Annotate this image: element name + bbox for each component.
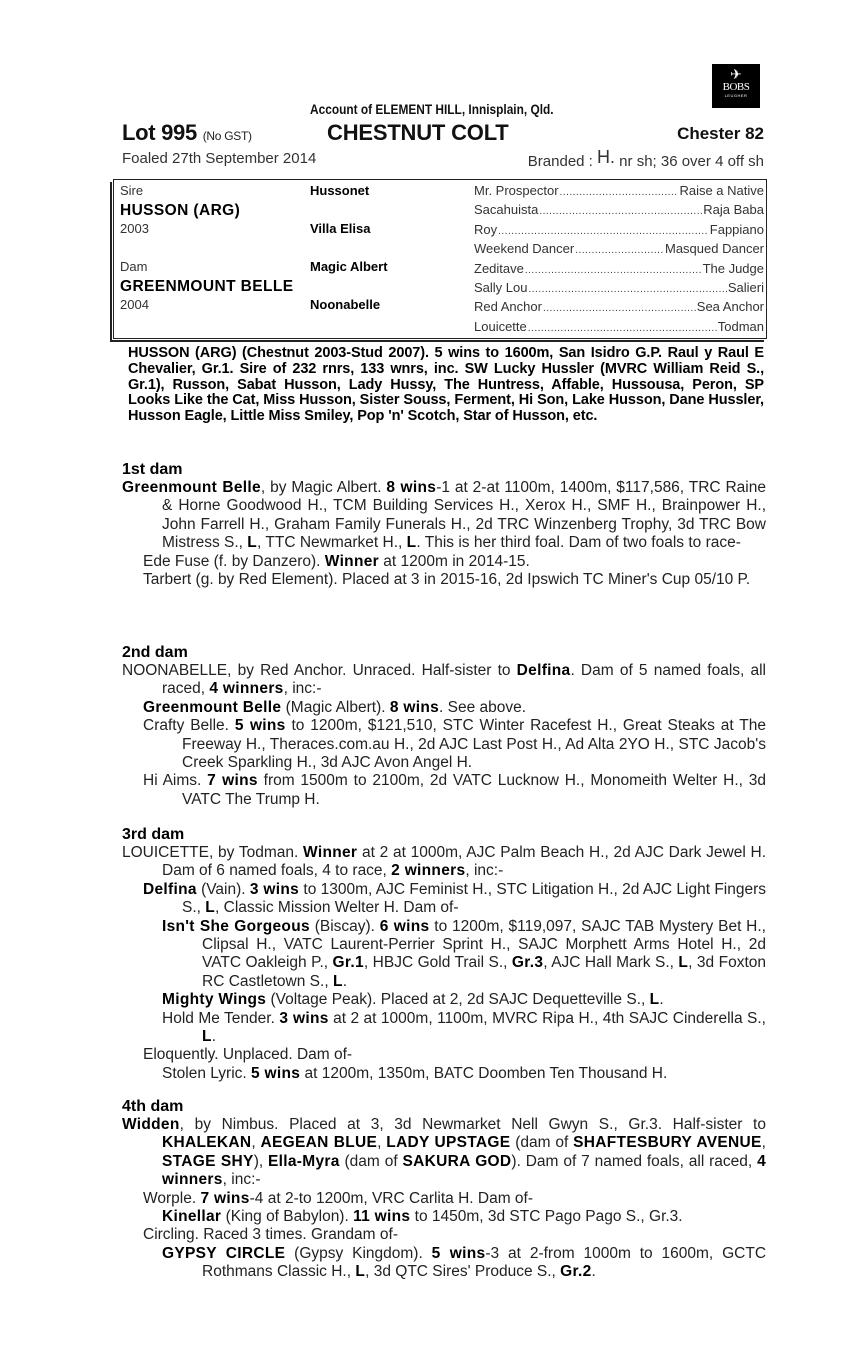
text-run: -4 at 2-to 1200m, VRC Carlita H. Dam of- bbox=[249, 1189, 534, 1207]
bold-run: STAGE SHY bbox=[162, 1152, 254, 1170]
text-run: . bbox=[591, 1263, 596, 1281]
text-run: , inc:- bbox=[465, 862, 504, 880]
text-run: . Dam of 5 named foals, all raced, bbox=[162, 662, 766, 698]
ancestor-name: Sacahuista bbox=[474, 202, 539, 218]
text-run: , AJC Hall Mark S., bbox=[543, 954, 679, 972]
text-run: . See above. bbox=[439, 698, 527, 716]
lot-title-line bbox=[122, 120, 766, 148]
bold-run: L bbox=[332, 972, 343, 990]
ancestor-row bbox=[474, 202, 764, 221]
text-run: , HBJC Gold Trail S., bbox=[363, 954, 512, 972]
lot-number bbox=[122, 120, 252, 146]
dam-year: 2004 bbox=[120, 297, 149, 312]
dam-year-row bbox=[120, 297, 460, 316]
ancestor-row bbox=[474, 299, 764, 318]
bold-run: GYPSY CIRCLE bbox=[162, 1244, 286, 1262]
pedigree-entry bbox=[122, 662, 766, 699]
text-run: (Biscay). bbox=[309, 917, 380, 935]
sire-year-row bbox=[120, 221, 460, 240]
bold-run: Winner bbox=[303, 844, 358, 861]
text-run: Hold Me Tender. bbox=[162, 1009, 280, 1027]
bold-run: SAKURA GOD bbox=[402, 1152, 512, 1170]
bold-run: SHAFTESBURY AVENUE bbox=[573, 1134, 762, 1152]
section-entries bbox=[122, 844, 766, 1083]
bold-run: 4 winners bbox=[162, 1152, 767, 1189]
dam-label-row bbox=[120, 259, 460, 278]
dot-leader bbox=[528, 284, 726, 295]
text-run: Ede Fuse (f. by Danzero). bbox=[143, 552, 325, 570]
text-run: (dam of bbox=[510, 1134, 574, 1152]
bold-run: Delfina bbox=[516, 662, 571, 679]
bold-run: 5 wins bbox=[251, 1064, 301, 1082]
text-run: . bbox=[659, 991, 664, 1009]
bold-run: AEGEAN BLUE bbox=[260, 1134, 378, 1152]
bold-run: Mighty Wings bbox=[162, 991, 267, 1009]
bold-run: L bbox=[202, 1028, 212, 1046]
text-run: NOONABELLE, by Red Anchor. Unraced. Half-sister to bbox=[122, 662, 517, 679]
pedigree-entry bbox=[122, 881, 766, 918]
sire-label-row bbox=[120, 183, 460, 202]
ancestor-sire: Todman bbox=[717, 318, 764, 334]
text-run: (Vain). bbox=[196, 880, 250, 898]
bold-run: 8 wins bbox=[386, 479, 437, 496]
pedigree-entry bbox=[122, 1046, 766, 1064]
text-run: , by Magic Albert. bbox=[260, 479, 387, 496]
ancestor-sire: Raise a Native bbox=[679, 183, 764, 198]
bold-run: L bbox=[355, 1263, 366, 1281]
text-run: , bbox=[761, 1134, 766, 1152]
branded-label: Branded : bbox=[527, 153, 598, 170]
bold-run: 4 winners bbox=[209, 680, 284, 698]
text-run: , inc:- bbox=[222, 1171, 261, 1189]
section-entries bbox=[122, 479, 766, 589]
text-run: Stolen Lyric. bbox=[162, 1064, 252, 1082]
dam-sire: Magic Albert bbox=[310, 259, 388, 274]
pedigree-entry bbox=[122, 1065, 766, 1083]
sire-name: HUSSON (ARG) bbox=[120, 202, 241, 219]
section-entries bbox=[122, 662, 766, 809]
text-run: . This is her third foal. Dam of two foals to race- bbox=[416, 534, 741, 552]
ancestor-row bbox=[474, 241, 764, 260]
bold-run: Widden bbox=[122, 1116, 180, 1133]
dot-leader bbox=[539, 206, 702, 217]
ancestor-name: Weekend Dancer bbox=[474, 241, 575, 257]
pedigree-parents bbox=[120, 183, 460, 316]
text-run: at 1200m, 1350m, BATC Doomben Ten Thousand H. bbox=[300, 1064, 668, 1082]
brand-mark: H. bbox=[597, 147, 616, 167]
logo-brand-text: BOBS bbox=[722, 81, 750, 93]
ancestor-row bbox=[474, 319, 764, 338]
text-run: (dam of bbox=[339, 1152, 403, 1170]
text-run: Worple. bbox=[143, 1189, 201, 1207]
sire-year: 2003 bbox=[120, 221, 149, 236]
text-run: , Classic Mission Welter H. Dam of- bbox=[215, 899, 459, 917]
pedigree-entry bbox=[122, 571, 766, 589]
bold-run: Winner bbox=[324, 552, 379, 570]
bold-run: Kinellar bbox=[162, 1208, 222, 1226]
text-run: to 1450m, 3d STC Pago Pago S., Gr.3. bbox=[410, 1208, 683, 1226]
text-run: (Gypsy Kingdom). bbox=[285, 1244, 432, 1262]
bold-run: Gr.2 bbox=[560, 1263, 592, 1281]
ancestor-name: Sally Lou bbox=[474, 279, 528, 295]
bold-run: 2 winners bbox=[391, 862, 466, 880]
text-run: at 2 at 1000m, 1100m, MVRC Ripa H., 4th SAJC Cinderella S., bbox=[328, 1009, 766, 1027]
sire-sire: Hussonet bbox=[310, 183, 370, 198]
foaled-date: Foaled 27th September 2014 bbox=[122, 150, 317, 167]
ancestor-sire: Raja Baba bbox=[703, 202, 764, 218]
ancestor-row bbox=[474, 183, 764, 202]
section-title: 3rd dam bbox=[122, 826, 185, 843]
gst-note: (No GST) bbox=[202, 129, 252, 143]
bold-run: 7 wins bbox=[207, 772, 258, 790]
bold-run: L bbox=[678, 954, 689, 972]
text-run: LOUICETTE, by Todman. bbox=[122, 844, 304, 861]
text-run: Crafty Belle. bbox=[143, 717, 235, 735]
ancestor-row bbox=[474, 261, 764, 280]
horse-description: CHESTNUT COLT bbox=[327, 120, 509, 145]
vendor-account-line bbox=[53, 102, 810, 117]
bold-run: Gr.1 bbox=[332, 954, 364, 972]
text-run: ). Dam of 7 named foals, all raced, bbox=[511, 1152, 758, 1170]
pedigree-entry bbox=[122, 1010, 766, 1047]
lot-label: Lot 995 bbox=[122, 120, 197, 145]
account-text: Account of ELEMENT HILL, Innisplain, Qld. bbox=[310, 102, 554, 117]
pedigree-grandparents bbox=[474, 183, 764, 338]
pedigree-entry bbox=[122, 1116, 766, 1190]
text-run: (Voltage Peak). Placed at 2, 2d SAJC Dequetteville S., bbox=[266, 991, 650, 1009]
horse-rider-icon: ✈ bbox=[730, 66, 742, 82]
pedigree-entry bbox=[122, 479, 766, 553]
text-run: , 3d QTC Sires' Produce S., bbox=[365, 1263, 561, 1281]
branded-detail: nr sh; 36 over 4 off sh bbox=[615, 153, 764, 170]
section-title: 4th dam bbox=[122, 1098, 184, 1115]
bold-run: 3 wins bbox=[249, 880, 300, 898]
branding-info bbox=[527, 147, 764, 171]
logo-sub-text: LEUGHER bbox=[724, 93, 748, 98]
bold-run: L bbox=[649, 991, 660, 1009]
text-run: ), bbox=[253, 1152, 269, 1170]
bold-run: Delfina bbox=[143, 880, 197, 898]
ancestor-sire: Fappiano bbox=[709, 221, 764, 237]
pedigree-entry bbox=[122, 1208, 766, 1226]
text-run: , 3d Foxton RC Castletown S., bbox=[202, 954, 767, 990]
pedigree-entry bbox=[122, 1245, 766, 1282]
pedigree-entry bbox=[122, 772, 766, 809]
bold-run: Isn't She Gorgeous bbox=[162, 917, 310, 935]
text-run: Tarbert (g. by Red Element). Placed at 3 in 2015-16, 2d Ipswich TC Miner's Cup 05/10 P. bbox=[143, 571, 751, 589]
bold-run: Gr.3 bbox=[511, 954, 544, 972]
pedigree-entry bbox=[122, 717, 766, 772]
ancestor-row bbox=[474, 222, 764, 241]
ancestor-name: Louicette bbox=[474, 318, 527, 334]
bold-run: 6 wins bbox=[379, 917, 430, 935]
bold-run: 11 wins bbox=[353, 1208, 411, 1226]
bold-run: Greenmount Belle bbox=[143, 698, 282, 716]
pedigree-entry bbox=[122, 991, 766, 1009]
text-run: , bbox=[251, 1134, 261, 1152]
text-run: to 1200m, $119,097, SAJC TAB Mystery Bet H., Clipsal H., VATC Laurent-Perrier Sprint H., SAJC Morphett Arms Hotel H., 2d VATC Oakleigh P., bbox=[202, 917, 766, 972]
bold-run: L bbox=[205, 899, 216, 917]
text-run: at 2 at 1000m, AJC Palm Beach H., 2d AJC Dark Jewel H. Dam of 6 named foals, 4 to race, bbox=[162, 844, 766, 880]
pedigree-entry bbox=[122, 699, 766, 717]
bold-run: 5 wins bbox=[234, 717, 286, 735]
ancestor-name: Red Anchor bbox=[474, 299, 542, 315]
dot-leader bbox=[525, 265, 702, 276]
text-run: to 1200m, $121,510, STC Winter Racefest H., Great Steaks at The Freeway H., Theraces.com.au H., 2d AJC Last Post H., Ad Alta 2YO H., STC Jacob's Creek Sparkling H., 3d AJC Avon Angel H. bbox=[182, 717, 766, 772]
sire-summary: HUSSON (ARG) (Chestnut 2003-Stud 2007). 5 wins to 1600m, San Isidro G.P. Raul y Raul E Chevalier, Gr.1. Sire of 232 rnrs, 133 wnrs, inc. SW Lucky Hussler (MVRC William Reid S., Gr.1), Russon, Sabat Husson, Lady Hussy, The Huntress, Affable, Hussousa, Peron, SP Looks Like the Cat, Miss Husson, Sister Souss, Ferment, Hi Son, Lake Husson, Dane Hussler, Husson Eagle, Little Miss Smiley, Pop 'n' Scotch, Star of Husson, etc. bbox=[128, 345, 764, 425]
section-title: 2nd dam bbox=[122, 644, 188, 661]
bold-run: KHALEKAN bbox=[162, 1134, 252, 1152]
text-run: -3 at 2-from 1000m to 1600m, GCTC Rothmans Classic H., bbox=[202, 1244, 767, 1281]
bold-run: Ella-Myra bbox=[268, 1152, 340, 1170]
pedigree-entry bbox=[122, 844, 766, 881]
bold-run: L bbox=[247, 534, 258, 552]
text-run: , bbox=[377, 1134, 387, 1152]
dam-name: GREENMOUNT BELLE bbox=[120, 278, 294, 295]
pedigree-entry bbox=[122, 918, 766, 992]
dot-leader bbox=[528, 323, 717, 334]
pedigree-entry bbox=[122, 1190, 766, 1208]
dot-leader bbox=[498, 226, 709, 237]
pedigree-table bbox=[113, 179, 767, 339]
text-run: , by Nimbus. Placed at 3, 3d Newmarket Nell Gwyn S., Gr.3. Half-sister to bbox=[179, 1116, 766, 1133]
bold-run: L bbox=[406, 534, 417, 552]
third-dam-section bbox=[122, 826, 766, 1083]
text-run: , inc:- bbox=[283, 680, 322, 698]
second-dam-section bbox=[122, 644, 766, 809]
text-run: to 1300m, AJC Feminist H., STC Litigation H., 2d AJC Light Fingers S., bbox=[182, 880, 767, 917]
dot-leader bbox=[560, 187, 679, 198]
bold-run: LADY UPSTAGE bbox=[386, 1134, 511, 1152]
ancestor-sire: Masqued Dancer bbox=[665, 241, 764, 257]
pedigree-entry bbox=[122, 553, 766, 571]
stable-location: Chester 82 bbox=[677, 124, 764, 143]
bold-run: 5 wins bbox=[431, 1244, 486, 1262]
bold-run: 8 wins bbox=[389, 698, 440, 716]
ancestor-sire: Sea Anchor bbox=[696, 299, 764, 315]
bold-run: 7 wins bbox=[200, 1189, 250, 1207]
sire-dam: Villa Elisa bbox=[310, 221, 371, 236]
pedigree-spacer bbox=[120, 240, 460, 259]
section-entries bbox=[122, 1116, 766, 1282]
text-run: at 1200m in 2014-15. bbox=[378, 552, 530, 570]
fourth-dam-section bbox=[122, 1098, 766, 1282]
ancestor-sire: The Judge bbox=[702, 260, 764, 276]
ancestor-name: Mr. Prospector bbox=[474, 183, 559, 198]
bold-run: 3 wins bbox=[279, 1009, 329, 1027]
text-run: (King of Babylon). bbox=[221, 1208, 354, 1226]
text-run: -1 at 2-at 1100m, 1400m, $117,586, TRC Raine & Horne Goodwood H., TCM Building Services H., Xerox H., SMF H., Brainpower H., John Farrell H., Graham Family Funerals H., 2d TRC Winzenberg Trophy, 3d TRC Bow Mistress S., bbox=[162, 479, 766, 552]
text-run: (Magic Albert). bbox=[281, 698, 390, 716]
text-run: . bbox=[342, 972, 348, 990]
pedigree-entry bbox=[122, 1226, 766, 1244]
text-run: . bbox=[211, 1028, 217, 1046]
ancestor-name: Roy bbox=[474, 221, 498, 237]
ancestor-sire: Salieri bbox=[727, 279, 764, 295]
dam-dam: Noonabelle bbox=[310, 297, 381, 312]
text-run: Hi Aims. bbox=[143, 772, 208, 790]
text-run: , TTC Newmarket H., bbox=[257, 534, 407, 552]
ancestor-name: Zeditave bbox=[474, 260, 524, 276]
section-title: 1st dam bbox=[122, 461, 183, 478]
text-run: Eloquently. Unplaced. Dam of- bbox=[143, 1046, 353, 1064]
sire-label: Sire bbox=[120, 183, 144, 198]
dam-label: Dam bbox=[120, 259, 148, 274]
ancestor-row bbox=[474, 280, 764, 299]
text-run: Circling. Raced 3 times. Grandam of- bbox=[143, 1226, 398, 1244]
text-run: from 1500m to 2100m, 2d VATC Lucknow H., Monomeith Welter H., 3d VATC The Trump H. bbox=[182, 772, 766, 808]
first-dam-section bbox=[122, 461, 766, 589]
bold-run: Greenmount Belle bbox=[122, 479, 261, 496]
dot-leader bbox=[543, 303, 696, 314]
dot-leader bbox=[575, 245, 664, 256]
